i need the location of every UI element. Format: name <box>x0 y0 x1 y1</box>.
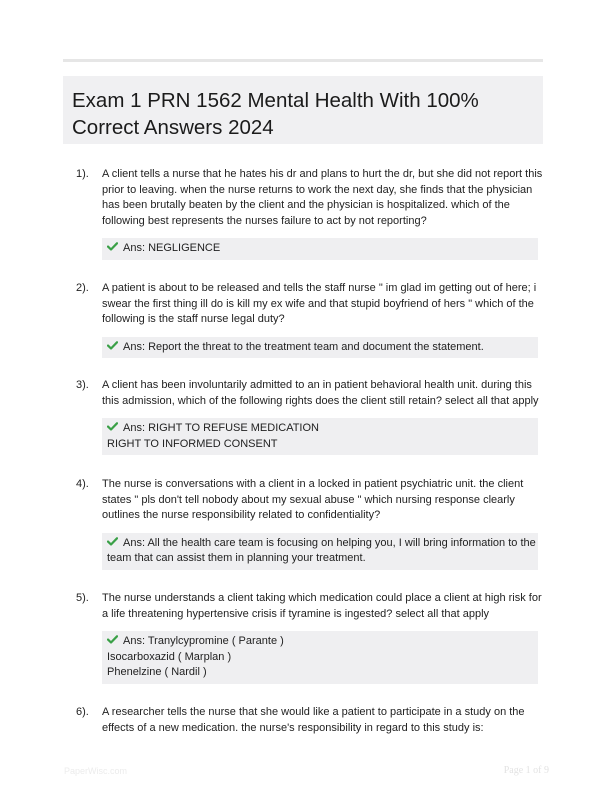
answer-box <box>102 631 538 684</box>
question-text-line: The nurse is conversations with a client in a locked in patient psychiatric unit. the client <box>102 478 524 490</box>
question-text-line: a life threatening hypertensive crisis if tyramine is ingested? select all that apply <box>102 607 490 620</box>
answer-text: Ans: All the health care team is focusing on helping you, I will bring information to the <box>123 536 536 549</box>
question-text <box>102 281 538 328</box>
question-number: 5). <box>76 592 89 604</box>
question-text-line: swear the first thing ill do is kill my ex wife and that stupid boyfriend of hers " which of the <box>102 297 534 310</box>
question-number: 1). <box>76 168 89 180</box>
question-text-line: outlines the nurse responsibility related to confidentiality? <box>102 509 381 521</box>
document-title-box <box>63 76 543 144</box>
answer-text: Phenelzine ( Nardil ) <box>107 666 207 678</box>
question-text-line: The nurse understands a client taking which medication could place a client at high risk for <box>102 592 542 604</box>
answer-text: Ans: Tranylcypromine ( Parante ) <box>123 635 284 647</box>
answer-box <box>102 337 538 359</box>
question-1 <box>76 167 543 260</box>
question-3 <box>76 378 538 455</box>
checkmark-icon <box>107 635 119 644</box>
question-4 <box>76 477 538 570</box>
question-text-line: A client tells a nurse that he hates his dr and plans to hurt the dr, but she did not report this <box>102 168 543 180</box>
question-number: 6). <box>76 706 89 718</box>
checkmark-icon <box>107 422 119 431</box>
page-number: Page 1 of 9 <box>503 765 549 776</box>
page-title-line-2: Correct Answers 2024 <box>72 116 274 139</box>
question-text-line: A client has been involuntarily admitted to an in patient behavioral health unit. during this <box>102 379 532 391</box>
question-text-line: following is the staff nurse legal duty? <box>102 313 285 325</box>
question-5 <box>76 591 542 684</box>
question-number: 3). <box>76 379 89 391</box>
question-text-line: has been brutally beaten by the client and the physician is hospitalized. which of the <box>102 199 510 211</box>
answer-text: RIGHT TO INFORMED CONSENT <box>107 437 278 450</box>
answer-text: Ans: NEGLIGENCE <box>123 242 221 254</box>
answer-text: Ans: RIGHT TO REFUSE MEDICATION <box>123 422 319 434</box>
question-number: 2). <box>76 282 89 294</box>
page-title-line-1: Exam 1 PRN 1562 Mental Health With 100% <box>72 89 479 112</box>
question-text-line: A researcher tells the nurse that she would like a patient to participate in a study on the <box>102 706 525 718</box>
question-6 <box>76 705 538 736</box>
question-text <box>102 591 542 622</box>
checkmark-icon <box>107 341 119 350</box>
answer-box <box>102 418 538 455</box>
top-divider <box>63 59 543 62</box>
answer-text: team that can assist them in planning your treatment. <box>107 552 366 564</box>
question-text <box>102 705 538 736</box>
answer-box <box>102 238 538 260</box>
answer-text: Ans: Report the threat to the treatment team and document the statement. <box>123 340 484 353</box>
question-text <box>102 378 538 409</box>
question-text-line: effects of a new medication. the nurse's responsibility in regard to this study is: <box>102 721 484 734</box>
question-2 <box>76 281 538 358</box>
question-text <box>102 477 538 524</box>
checkmark-icon <box>107 242 119 251</box>
answer-box <box>102 533 538 570</box>
question-number: 4). <box>76 478 89 490</box>
question-text <box>102 167 543 229</box>
question-text-line: following best represents the nurses failure to act by not reporting? <box>102 214 427 227</box>
question-text-line: this admission, which of the following rights does the client still retain? select all that apply <box>102 394 539 407</box>
question-text-line: states " pls don't tell nobody about my sexual abuse " which nursing response clearly <box>102 493 515 506</box>
checkmark-icon <box>107 537 119 546</box>
question-text-line: prior to leaving. when the nurse returns to work the next day, she finds that the physician <box>102 183 533 196</box>
footer-watermark: PaperWisc.com <box>64 766 128 776</box>
question-text-line: A patient is about to be released and tells the staff nurse " im glad im getting out of here; i <box>102 282 537 294</box>
answer-text: Isocarboxazid ( Marplan ) <box>107 650 232 663</box>
